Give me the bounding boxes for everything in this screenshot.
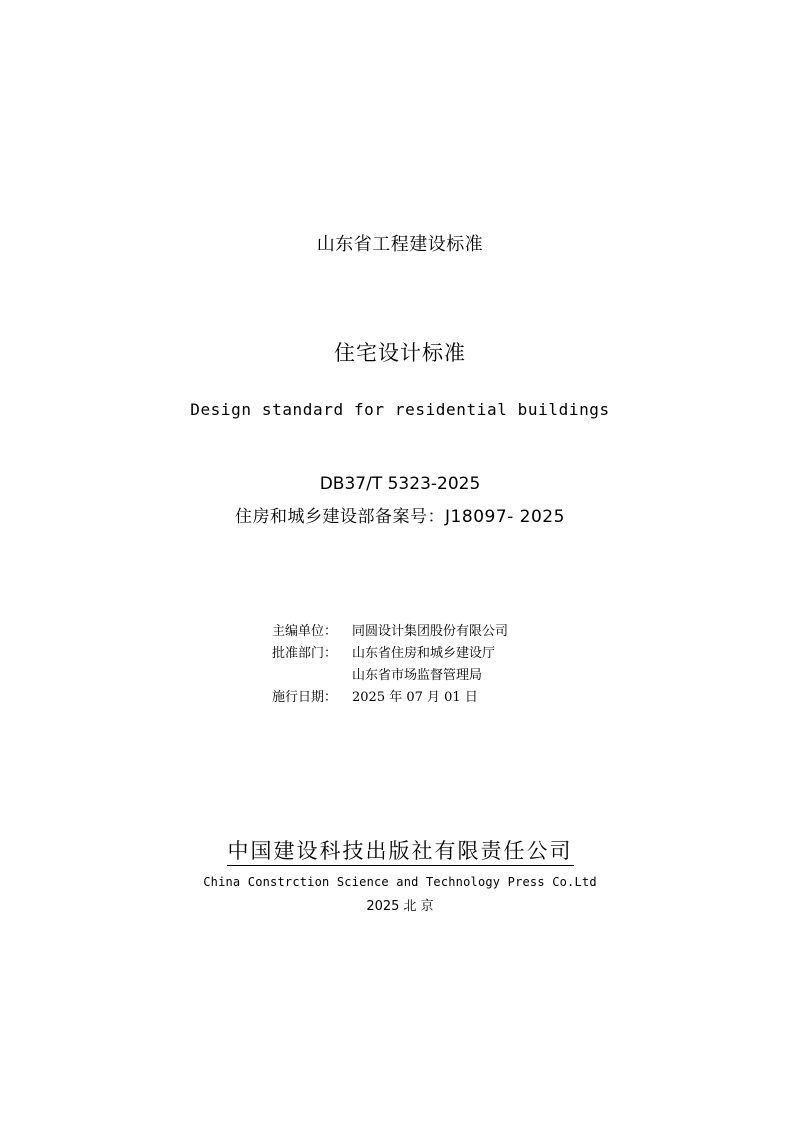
info-value: 同圆设计集团股份有限公司: [352, 624, 509, 639]
info-row-chief-editor: [272, 621, 508, 643]
series-title: 山东省工程建设标准: [316, 234, 484, 255]
document-title-english: Design standard for residential buildings: [190, 400, 610, 419]
publication-place-year: 2025 北 京: [366, 899, 434, 914]
publisher-name: 中国建设科技出版社有限责任公司: [227, 838, 574, 866]
standard-number: DB37/T 5323-2025: [319, 474, 481, 494]
info-row-approval-dept-2: [272, 665, 508, 687]
info-value: 2025 年 07 月 01 日: [352, 690, 478, 705]
info-value: 山东省住房和城乡建设厅: [352, 646, 496, 661]
publisher-name-english: China Constrction Science and Technology Press Co.Ltd: [203, 875, 597, 889]
info-label: 批准部门：: [272, 646, 338, 661]
record-number: 住房和城乡建设部备案号：J18097- 2025: [235, 507, 565, 527]
info-value: 山东省市场监督管理局: [352, 668, 483, 683]
info-block: [272, 621, 508, 709]
info-label: 主编单位：: [272, 624, 338, 639]
publisher-name-block: [0, 838, 800, 866]
info-row-approval-dept: [272, 643, 508, 665]
info-row-effective-date: [272, 687, 508, 709]
info-label: [272, 665, 352, 687]
document-title: 住宅设计标准: [334, 341, 466, 365]
info-label: 施行日期：: [272, 690, 338, 705]
